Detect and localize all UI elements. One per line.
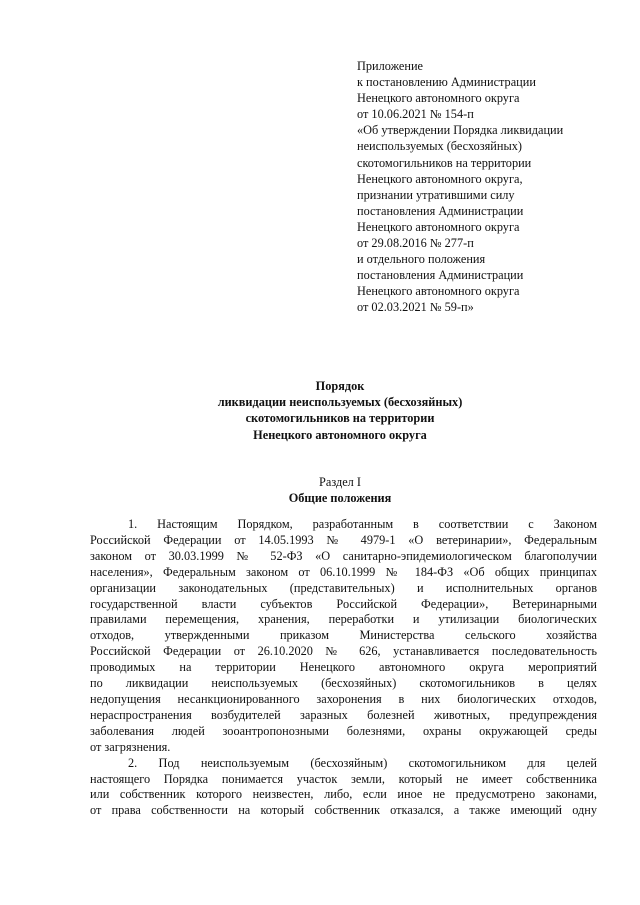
appendix-line: от 10.06.2021 № 154-п — [357, 107, 474, 122]
paragraph-line: Российской Федерации от 14.05.1993 № 4979-1 «О ветеринарии», Федеральным — [90, 532, 597, 547]
paragraph-2 — [90, 756, 597, 820]
appendix-line: от 29.08.2016 № 277-п — [357, 236, 474, 251]
paragraph-line: отходов, утвержденными приказом Министерства сельского хозяйства — [90, 628, 597, 643]
appendix-line: Ненецкого автономного округа — [357, 284, 520, 299]
paragraph-line: заболевания людей зооантропонозными болезнями, охраны окружающей среды — [90, 723, 597, 738]
appendix-line: Ненецкого автономного округа — [357, 91, 520, 106]
appendix-line: от 02.03.2021 № 59-п» — [357, 300, 474, 315]
appendix-line: признании утратившими силу — [357, 187, 515, 202]
paragraph-line: государственной власти субъектов Российской Федерации», Ветеринарными — [90, 596, 597, 611]
appendix-line: к постановлению Администрации — [357, 75, 536, 90]
appendix-line: неиспользуемых (бесхозяйных) — [357, 139, 522, 154]
paragraph-line: 1. Настоящим Порядком, разработанным в соответствии с Законом — [128, 517, 597, 531]
title-line: скотомогильников на территории — [245, 411, 435, 426]
appendix-line: Ненецкого автономного округа, — [357, 171, 523, 186]
paragraph-line: настоящего Порядка понимается участок земли, который не имеет собственника — [90, 771, 597, 786]
body-text — [90, 517, 597, 819]
appendix-line: постановления Администрации — [357, 268, 524, 283]
paragraph-line: или собственник которого неизвестен, либо, если иное не предусмотрено законами, — [90, 787, 597, 802]
paragraph-line: 2. Под неиспользуемым (бесхозяйным) скотомогильником для целей — [128, 755, 597, 770]
appendix-line: Приложение — [357, 59, 423, 73]
appendix-line: скотомогильников на территории — [357, 155, 532, 170]
appendix-block — [357, 58, 627, 316]
paragraph-line: недопущения несанкционированного захоронения в них биологических отходов, — [90, 691, 597, 706]
document-title — [60, 378, 620, 443]
paragraph-line: от права собственности на который собственник отказался, а также имеющий одну — [90, 803, 597, 818]
paragraph-line: организации законодательных (представительных) и исполнительных органов — [90, 580, 597, 595]
paragraph-line: от загрязнения. — [90, 739, 171, 754]
title-line: ликвидации неиспользуемых (бесхозяйных) — [217, 395, 463, 410]
paragraph-line: нераспространения возбудителей заразных болезней животных, предупреждения — [90, 707, 597, 722]
paragraph-line: правилами перемещения, хранения, переработки и утилизации биологических — [90, 612, 597, 627]
paragraph-line: Российской Федерации от 26.10.2020 № 626, устанавливается последовательность — [90, 644, 597, 659]
title-line: Ненецкого автономного округа — [253, 427, 427, 442]
paragraph-1 — [90, 517, 597, 756]
paragraph-line: населения», Федеральным законом от 06.10.1999 № 184-ФЗ «Об общих принципах — [90, 564, 597, 579]
section-number: Раздел I — [319, 475, 361, 489]
section-heading — [60, 474, 620, 506]
paragraph-line: законом от 30.03.1999 № 52-ФЗ «О санитарно-эпидемиологическом благополучии — [90, 548, 597, 563]
appendix-line: «Об утверждении Порядка ликвидации — [357, 123, 564, 138]
paragraph-line: по ликвидации неиспользуемых (бесхозяйных) скотомогильников в целях — [90, 676, 597, 691]
section-name: Общие положения — [288, 491, 392, 506]
paragraph-line: проводимых на территории Ненецкого автономного округа мероприятий — [90, 660, 597, 675]
appendix-line: постановления Администрации — [357, 203, 524, 218]
title-line: Порядок — [315, 379, 365, 393]
appendix-line: Ненецкого автономного округа — [357, 219, 520, 234]
appendix-line: и отдельного положения — [357, 252, 486, 267]
